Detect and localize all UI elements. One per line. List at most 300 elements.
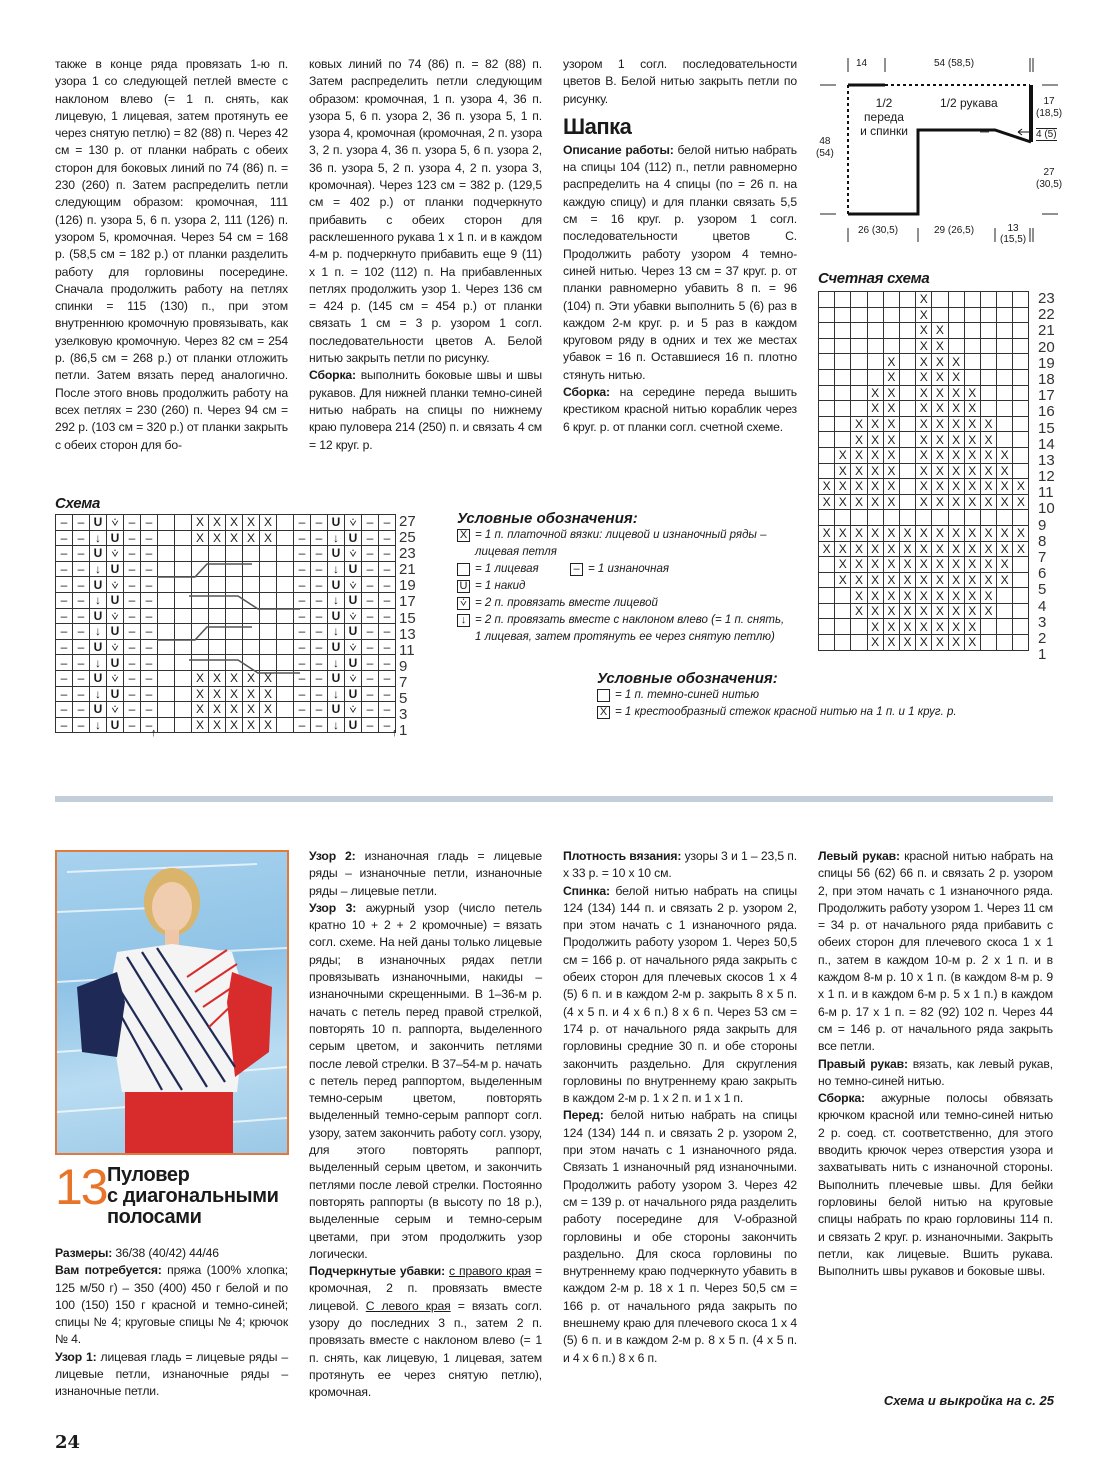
chart-cell: –: [362, 624, 379, 640]
legend-text: 1 лицевая, затем протянуть ее через снятую петлю): [475, 631, 775, 643]
chart-cell: [835, 603, 851, 619]
chart-cell: U: [107, 624, 124, 640]
paragraph: узором 1 согл. последовательности цветов В. Белой нитью закрыть петли по рисунку.: [563, 57, 797, 106]
chart-cell: ⩒: [345, 670, 362, 686]
chart-cell: X: [883, 619, 899, 635]
legend-text: = 1 накид: [475, 580, 526, 592]
chart-cell: X: [980, 463, 996, 479]
chart-cell: –: [141, 577, 158, 593]
chart-cell: X: [964, 463, 980, 479]
chart-cell: X: [948, 416, 964, 432]
chart-cell: X: [883, 463, 899, 479]
chart-cell: X: [883, 369, 899, 385]
chart-cell: X: [867, 479, 883, 495]
chart-row: [819, 338, 1029, 354]
legend-item-cont: [457, 544, 797, 561]
chart-cell: X: [916, 479, 932, 495]
chart-cell: X: [192, 717, 209, 733]
chart-cell: [980, 369, 996, 385]
front-text: белой нитью набрать на спицы 124 (134) 144 п. и связать 2 р. узором 2, при этом начать с 1 изнаночного ряда. Связать 1 изнаночный ряд изнаночными. Продолжить работу узором 3. Через 42 см = 139 р. от начального ряда разделить работу посередине для V-образной горловины и обе стороны закончить раздельно. Для скоса горловины по внутреннему краю подчеркнуто убавить в каждом 2-м р. 18 х 1 п. Через 50,5 см = 166 р. от начального ряда закрыть по внешнему краю для плечевого скоса 1 х 4 (5) 6 п. и в каждом 2-м р. 8 х 5 п. (4 х 5 п. и 4 х 6 п.) 8 х 6 п.: [563, 1108, 797, 1365]
chart-cell: X: [997, 557, 1013, 573]
chart-cell: ↓: [90, 561, 107, 577]
chart-cell: –: [379, 670, 396, 686]
chart-cell: –: [56, 515, 73, 531]
chart-cell: X: [980, 603, 996, 619]
chart-row: [819, 292, 1029, 308]
chart-cell: X: [819, 525, 835, 541]
chart-cell: [964, 510, 980, 526]
chart-cell: –: [294, 515, 311, 531]
chart-cell: [867, 354, 883, 370]
row-number: 16: [1038, 403, 1055, 421]
chart-cell: –: [379, 639, 396, 655]
chart-cell: –: [379, 577, 396, 593]
chart-cell: X: [948, 541, 964, 557]
chart-cell: [819, 354, 835, 370]
chart-cell: ↓: [328, 561, 345, 577]
chart-cell: X: [932, 635, 948, 651]
sweater-model-illustration: [57, 852, 287, 1153]
ssk-down-arrow-icon: ↓: [457, 614, 470, 627]
chart-cell: [980, 401, 996, 417]
assembly-label: Сборка:: [309, 368, 356, 383]
chart-cell: X: [883, 525, 899, 541]
chart-cell: –: [124, 561, 141, 577]
chart-cell: X: [209, 717, 226, 733]
counting-chart-grid: [818, 291, 1029, 651]
chart-cell: [1013, 635, 1029, 651]
chart-cell: –: [362, 608, 379, 624]
chart-cell: X: [980, 525, 996, 541]
chart-cell: X: [835, 557, 851, 573]
chart-cell: [819, 338, 835, 354]
row-number: 25: [399, 529, 416, 547]
chart-cell: –: [311, 670, 328, 686]
chart-cell: U: [90, 670, 107, 686]
chart-cell: –: [294, 577, 311, 593]
chart-cell: [997, 354, 1013, 370]
dim-value: (18,5): [1036, 108, 1063, 119]
text-column-3: [563, 56, 797, 436]
page-number: 24: [55, 1432, 81, 1453]
chart-cell: X: [997, 479, 1013, 495]
chart-cell: X: [964, 541, 980, 557]
chart-cell: –: [73, 577, 90, 593]
row-number: 11: [1038, 484, 1054, 502]
chart-cell: [997, 416, 1013, 432]
chart-cell: X: [260, 530, 277, 546]
chart-cell: [867, 292, 883, 308]
chart-cell: [835, 401, 851, 417]
chart-row: [819, 354, 1029, 370]
chart-cell: –: [362, 515, 379, 531]
pattern3-text: ажурный узор (число петель кратно 10 + 2 + 2 кромочные) = вязать согл. схеме. На ней даны только лицевые ряды; в изнаночных рядах петли провязывать изнаночными, накиды – изнаночными скрещенными. В 1–36-м р. начать с петель перед правой стрелкой, повторять 10 п. раппорта, выделенного серым цветом, и закончить петлями после левой стрелки. В 37–54-м р. начать с петель перед раппортом, выделенным темно-серым цветом, повторять выделенный темно-серым раппорт согл. узору, затем закончить работу согл. узору, для этого повторять раппорт, выделенный серым цветом, и закончить петлями после левой стрелки. Постоянно повторять раппорты (в высоту по 18 р.), выделенные серым и темно-серым цветами, при этом продолжить узор логически.: [309, 900, 542, 1261]
chart-cell: [851, 338, 867, 354]
chart-cell: X: [932, 354, 948, 370]
chart-cell: [851, 292, 867, 308]
chart-cell: –: [124, 702, 141, 718]
chart-cell: [851, 401, 867, 417]
row-number: 23: [399, 545, 416, 563]
chart-cell: X: [260, 670, 277, 686]
chart-cell: X: [243, 530, 260, 546]
chart-cell: U: [328, 515, 345, 531]
chart-cell: ⩒: [345, 515, 362, 531]
chart-cell: –: [311, 686, 328, 702]
chart-cell: [819, 619, 835, 635]
chart-cell: [899, 323, 915, 339]
cable-lines-svg: [55, 514, 397, 740]
chart-cell: X: [948, 619, 964, 635]
chart-cell: [948, 307, 964, 323]
chart-cell: X: [932, 432, 948, 448]
chart-cell: –: [73, 717, 90, 733]
chart-row: [819, 541, 1029, 557]
chart-cell: –: [124, 639, 141, 655]
chart-cell: X: [932, 401, 948, 417]
legend-item: [457, 595, 797, 612]
chart-cell: [819, 463, 835, 479]
chart-cell: –: [362, 686, 379, 702]
chart-cell: X: [948, 432, 964, 448]
chart-cell: –: [362, 546, 379, 562]
chart-cell: –: [56, 639, 73, 655]
chart-cell: [980, 354, 996, 370]
chart-cell: –: [362, 717, 379, 733]
chart-cell: X: [835, 572, 851, 588]
chart-cell: [851, 385, 867, 401]
description-label: Описание работы:: [563, 142, 674, 157]
chart-cell: [899, 292, 915, 308]
chart-cell: [899, 354, 915, 370]
chart-cell: X: [916, 338, 932, 354]
chart-cell: X: [883, 541, 899, 557]
row-number: 9: [1038, 516, 1047, 534]
chart-cell: X: [948, 588, 964, 604]
dim-value: (15,5): [1000, 234, 1027, 245]
chart-cell: [997, 510, 1013, 526]
chart-cell: X: [916, 432, 932, 448]
chart-cell: –: [141, 655, 158, 671]
chart-cell: –: [362, 530, 379, 546]
chart-cell: X: [851, 432, 867, 448]
label-front-back: [856, 96, 912, 138]
chart-cell: [1013, 416, 1029, 432]
title-line: полосами: [107, 1206, 202, 1228]
chart-cell: ⩒: [345, 608, 362, 624]
materials-text: пряжа (100% хлопка; 125 м/50 г) – 350 (400) 450 г белой и по 100 (150) 150 г красной и темно-синей; спицы № 4; круговые спицы № 4; крючок № 4.: [55, 1263, 288, 1347]
chart-cell: –: [294, 530, 311, 546]
chart-cell: –: [362, 702, 379, 718]
chart-cell: [1013, 401, 1029, 417]
chart-cell: –: [73, 624, 90, 640]
bottom-text-column-1: [55, 1245, 288, 1401]
right-sleeve-label: Правый рукав:: [818, 1056, 908, 1071]
chart-cell: X: [835, 494, 851, 510]
chart-cell: –: [124, 530, 141, 546]
chart-cell: [819, 635, 835, 651]
text-column-1: [55, 56, 288, 454]
chart-cell: [997, 401, 1013, 417]
chart-cell: [899, 416, 915, 432]
chart-cell: ⩒: [345, 546, 362, 562]
chart-cell: [1013, 307, 1029, 323]
dim-right-sleeve-width: [1036, 96, 1062, 120]
chart-cell: X: [1013, 525, 1029, 541]
chart-cell: X: [867, 525, 883, 541]
chart-cell: X: [883, 588, 899, 604]
chart-cell: U: [107, 717, 124, 733]
chart-cell: –: [73, 608, 90, 624]
dim-left-height: [816, 136, 834, 160]
gauge-text: узоры 3 и 1 – 23,5 п. х 33 р. = 10 х 10 см.: [563, 849, 797, 881]
chart-cell: U: [328, 577, 345, 593]
chart-cell: X: [883, 447, 899, 463]
chart-cell: –: [56, 546, 73, 562]
chart-cell: [1013, 447, 1029, 463]
row-number: 2: [1038, 629, 1047, 647]
materials-label: Вам потребуется:: [55, 1263, 162, 1278]
chart-cell: –: [379, 655, 396, 671]
chart-cell: [819, 572, 835, 588]
row-number: 5: [399, 690, 408, 708]
chart-cell: [980, 619, 996, 635]
chart-cell: [867, 323, 883, 339]
chart-cell: –: [311, 624, 328, 640]
project-number: 13: [55, 1159, 107, 1215]
chart-cell: [1013, 619, 1029, 635]
chart-cell: –: [141, 608, 158, 624]
chart-cell: X: [932, 369, 948, 385]
chart-cell: ↓: [328, 686, 345, 702]
k2tog-icon: ⩒: [457, 597, 470, 610]
row-number: 17: [399, 593, 416, 611]
dim-value: 17: [1043, 96, 1055, 107]
row-number: 21: [399, 561, 416, 579]
chart-cell: [1013, 338, 1029, 354]
chart-cell: U: [328, 670, 345, 686]
chart-cell: –: [124, 546, 141, 562]
chart-cell: [835, 510, 851, 526]
chart-cell: [835, 292, 851, 308]
chart-cell: X: [964, 572, 980, 588]
chart-cell: –: [56, 624, 73, 640]
chart-cell: –: [124, 670, 141, 686]
section-divider: [55, 796, 1053, 802]
chart-row: [819, 572, 1029, 588]
chart-cell: [997, 588, 1013, 604]
chart-cell: –: [379, 702, 396, 718]
chart-row: [819, 416, 1029, 432]
chart-cell: [899, 479, 915, 495]
dim-bottom-body: 26 (30,5): [858, 225, 899, 236]
chart-cell: [883, 292, 899, 308]
chart-cell: [835, 432, 851, 448]
chart-cell: X: [932, 588, 948, 604]
chart-cell: X: [980, 557, 996, 573]
legend-title: Условные обозначения:: [457, 510, 638, 527]
chart-cell: X: [192, 670, 209, 686]
chart-cell: U: [90, 608, 107, 624]
chart-cell: X: [948, 603, 964, 619]
assembly-label: Сборка:: [563, 385, 610, 400]
row-number: 9: [399, 657, 408, 675]
chart-cell: X: [209, 530, 226, 546]
chart-cell: X: [964, 416, 980, 432]
text-column-2: [309, 56, 542, 454]
chart-cell: X: [948, 463, 964, 479]
chart-cell: –: [73, 639, 90, 655]
chart-cell: X: [997, 447, 1013, 463]
chart-cell: ⩒: [345, 577, 362, 593]
chart-cell: X: [243, 702, 260, 718]
right-edge-label: с правого края: [449, 1264, 532, 1279]
chart-cell: ↓: [90, 717, 107, 733]
chart-cell: [819, 557, 835, 573]
chart-cell: X: [932, 463, 948, 479]
chart-cell: –: [124, 655, 141, 671]
chart-cell: X: [867, 447, 883, 463]
pattern3-label: Узор 3:: [309, 900, 357, 915]
chart-cell: X: [964, 619, 980, 635]
chart-cell: –: [124, 624, 141, 640]
chart-cell: –: [124, 515, 141, 531]
chart-cell: X: [867, 588, 883, 604]
row-number: 8: [1038, 532, 1047, 550]
chart-cell: X: [980, 572, 996, 588]
chart-cell: [851, 369, 867, 385]
chart-cell: –: [294, 639, 311, 655]
dim-value: (54): [816, 148, 834, 159]
right-arrow-marker: ↑: [151, 727, 157, 739]
chart-cell: X: [867, 541, 883, 557]
chart-cell: [851, 354, 867, 370]
chart-cell: [819, 603, 835, 619]
chart-cell: [1013, 603, 1029, 619]
chart-cell: –: [56, 670, 73, 686]
chart-cell: –: [73, 515, 90, 531]
bottom-text-column-3: [563, 848, 797, 1367]
chart-cell: X: [867, 463, 883, 479]
chart-cell: –: [294, 702, 311, 718]
chart-cell: X: [932, 525, 948, 541]
chart-cell: [835, 588, 851, 604]
chart-cell: X: [835, 525, 851, 541]
right-sleeve-text: вязать, как левый рукав, но темно-синей нитью.: [818, 1056, 1053, 1088]
title-line: Пуловер: [107, 1164, 190, 1186]
row-number: 17: [1038, 387, 1055, 405]
chart-cell: X: [964, 557, 980, 573]
dim-value: 13: [1007, 223, 1019, 234]
chart-cell: [899, 447, 915, 463]
chart-cell: X: [948, 385, 964, 401]
chart-cell: X: [997, 494, 1013, 510]
chart-cell: X: [209, 670, 226, 686]
chart-cell: X: [851, 447, 867, 463]
chart-cell: X: [964, 479, 980, 495]
chart-cell: –: [294, 561, 311, 577]
chart-cell: X: [883, 572, 899, 588]
chart-cell: –: [362, 577, 379, 593]
red-cross-stitch-icon: X: [597, 706, 610, 719]
chart-cell: X: [932, 447, 948, 463]
chart-cell: X: [835, 463, 851, 479]
chart-cell: U: [345, 655, 362, 671]
chart-cell: –: [294, 624, 311, 640]
chart-cell: X: [932, 619, 948, 635]
legend-item: [597, 704, 977, 721]
stitch-chart-row-numbers: [399, 514, 416, 739]
row-number: 23: [1038, 290, 1055, 307]
chart-cell: X: [867, 432, 883, 448]
chart-cell: X: [964, 401, 980, 417]
chart-cell: [1013, 292, 1029, 308]
chart-cell: U: [345, 592, 362, 608]
chart-cell: –: [124, 717, 141, 733]
chart-cell: X: [997, 572, 1013, 588]
navy-stitch-icon: [597, 689, 610, 702]
dim-right-cuff: 4 (5): [1036, 129, 1057, 140]
chart-cell: ↓: [328, 624, 345, 640]
chart-cell: X: [932, 338, 948, 354]
chart-cell: [835, 416, 851, 432]
chart-cell: X: [226, 717, 243, 733]
chart-cell: –: [73, 670, 90, 686]
chart-cell: ⩒: [107, 608, 124, 624]
chart-cell: [964, 292, 980, 308]
chart-cell: [899, 385, 915, 401]
chart-cell: X: [883, 635, 899, 651]
chart-row: [819, 479, 1029, 495]
chart-cell: X: [260, 702, 277, 718]
chart-cell: X: [851, 588, 867, 604]
dim-value: (30,5): [1036, 179, 1063, 190]
chart-cell: –: [141, 670, 158, 686]
chart-cell: X: [883, 603, 899, 619]
chart-cell: [899, 432, 915, 448]
chart-cell: U: [328, 608, 345, 624]
legend-item: [457, 527, 797, 544]
chart-cell: –: [311, 717, 328, 733]
chart-cell: [819, 510, 835, 526]
chart-cell: [867, 510, 883, 526]
chart-cell: [997, 292, 1013, 308]
chart-cell: ↓: [328, 717, 345, 733]
back-text: белой нитью набрать на спицы 124 (134) 144 п. и связать 2 р. узором 2, при этом начать с 1 изнаночного ряда. Продолжить работу узором 1. Через 50,5 см = 166 р. от начального ряда закрыть с обеих сторон для плечевых скосов 1 х 4 (5) 6 п. и в каждом 2-м р. закрыть 8 х 5 п. (4 х 5 п. и 4 х 6 п.) 8 х 6 п. Через 53 см = 174 р. от начального ряда закрыть для горловины средние 30 п. и обе стороны закончить раздельно. Для скругления горловины по внутреннему краю закрыть в каждом 2-м р. 1 х 2 п. и 1 х 1 п.: [563, 883, 797, 1106]
chart-cell: –: [124, 608, 141, 624]
chart-cell: [964, 369, 980, 385]
row-number: 6: [1038, 565, 1047, 583]
legend-text: = 1 изнаночная: [588, 563, 669, 575]
chart-cell: [883, 338, 899, 354]
chart-cell: X: [916, 619, 932, 635]
chart-cell: ↓: [328, 530, 345, 546]
chart-row: [819, 463, 1029, 479]
row-number: 11: [399, 641, 415, 659]
row-number: 12: [1038, 468, 1055, 486]
chart-cell: U: [90, 546, 107, 562]
chart-cell: X: [1013, 541, 1029, 557]
chart-cell: –: [311, 546, 328, 562]
chart-cell: X: [916, 401, 932, 417]
chart-cell: [964, 323, 980, 339]
chart-cell: –: [379, 592, 396, 608]
row-number: 20: [1038, 338, 1055, 356]
chart-cell: –: [56, 655, 73, 671]
dim-top-sleeve: 54 (58,5): [934, 58, 975, 69]
row-number: 3: [399, 706, 408, 724]
legend-title: Условные обозначения:: [597, 670, 778, 687]
